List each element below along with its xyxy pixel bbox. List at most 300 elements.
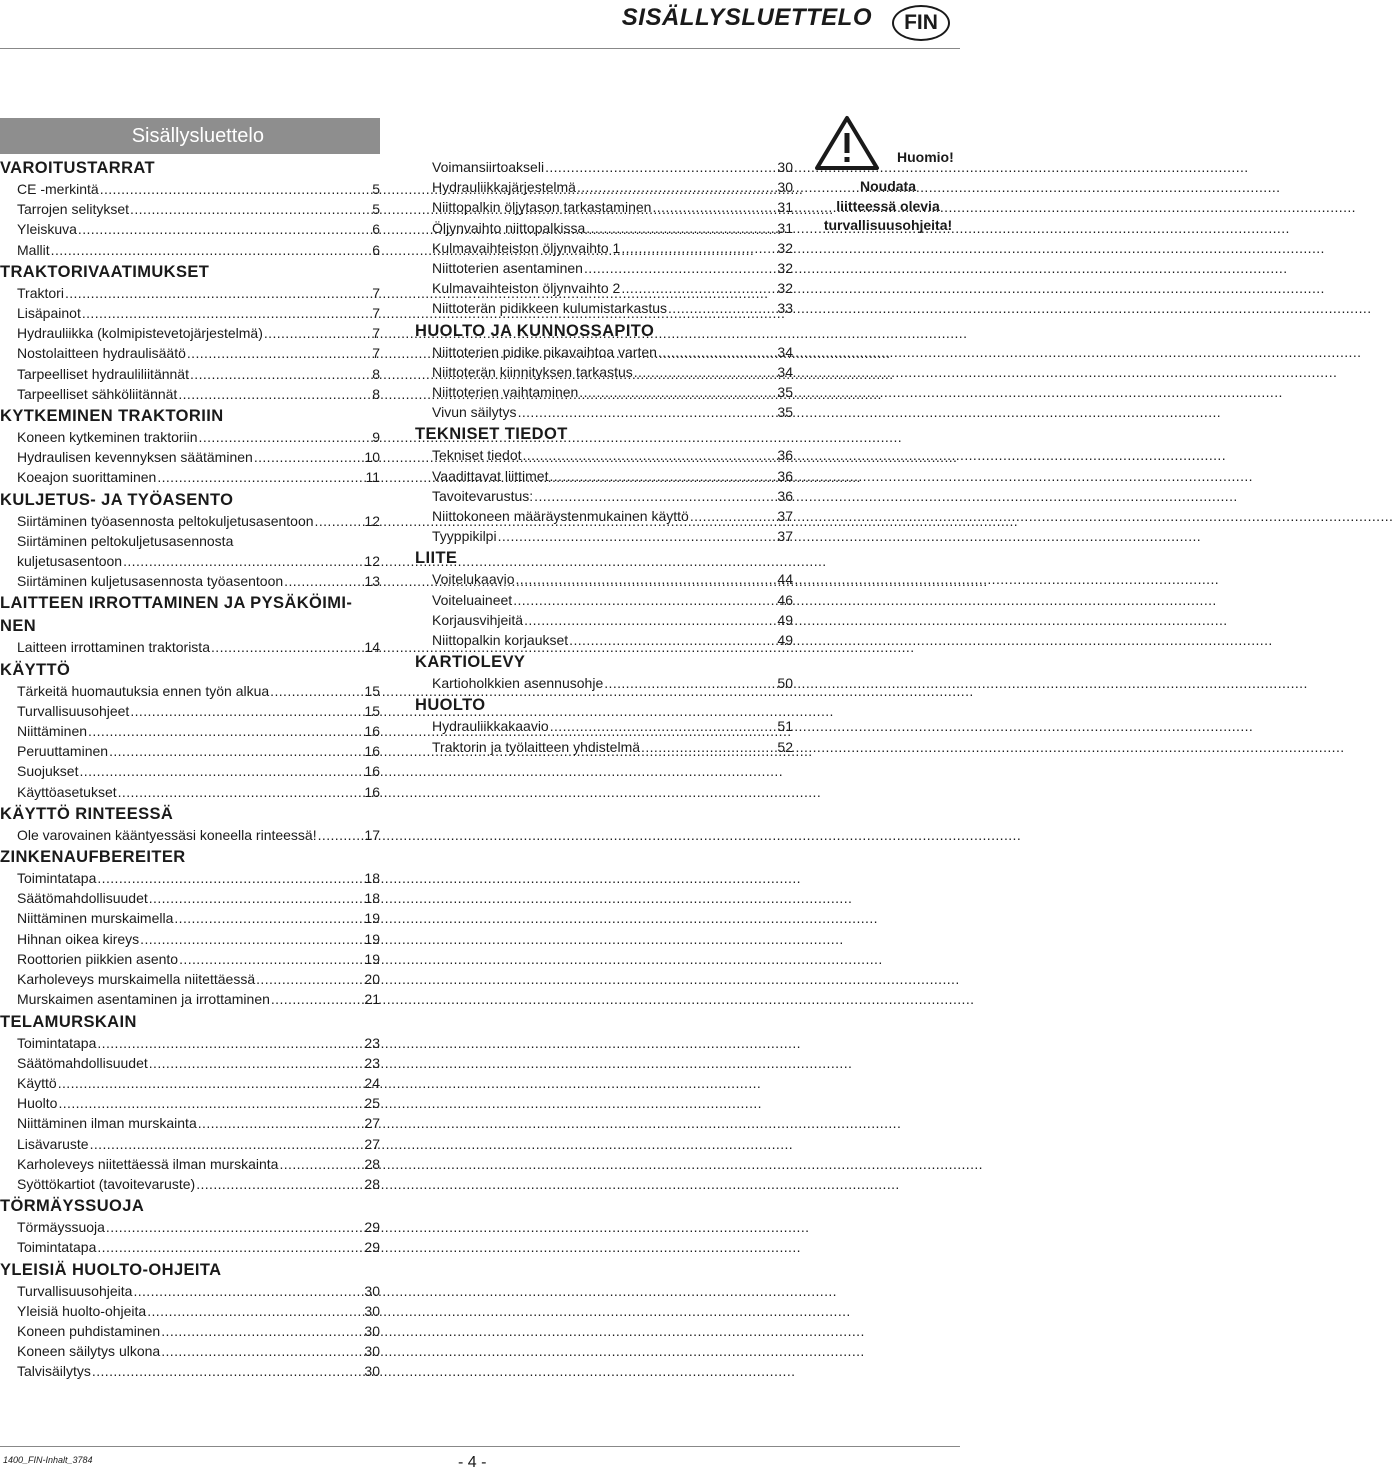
toc-entry-page: 27 — [364, 1115, 380, 1132]
toc-entry — [415, 466, 793, 486]
toc-entry-text: Voitelukaavio — [432, 571, 515, 588]
dot-leader — [79, 761, 363, 781]
toc-entry-text: Toimintatapa — [17, 1034, 97, 1051]
toc-entry — [415, 630, 793, 650]
dot-leader — [256, 969, 363, 989]
dot-leader — [318, 825, 364, 845]
toc-entry — [415, 737, 793, 757]
dot-leader — [109, 741, 363, 761]
dot-leader — [668, 298, 776, 318]
toc-entry — [0, 1033, 380, 1053]
toc-entry-text: Tarpeelliset sähköliitännät — [17, 385, 178, 402]
toc-left-column — [0, 118, 380, 1382]
dot-leader — [178, 384, 371, 404]
toc-entry-text: Tekniset tiedot — [432, 447, 522, 464]
toc-entry-page: 34 — [777, 363, 793, 380]
toc-entry — [0, 1073, 380, 1093]
toc-entry-page: 30 — [364, 1302, 380, 1319]
toc-entry-text: Niittäminen — [17, 723, 88, 740]
toc-entry — [415, 716, 793, 736]
dot-leader — [147, 1301, 363, 1321]
dot-leader — [133, 1281, 363, 1301]
toc-entry — [0, 571, 380, 591]
toc-entry — [0, 1321, 380, 1341]
toc-entry-text: Hydrauliikkajärjestelmä — [432, 179, 576, 196]
toc-entry-text: Hydrauliikkakaavio — [432, 718, 549, 735]
dot-leader — [199, 427, 372, 447]
footer-code: 1400_FIN-Inhalt_3784 — [3, 1455, 93, 1465]
toc-entry-text: Voimansiirtoakseli — [432, 159, 545, 175]
toc-entry-page: 23 — [364, 1054, 380, 1071]
toc-entry-page: 30 — [364, 1282, 380, 1299]
toc-entry-page: 6 — [372, 241, 380, 258]
toc-entry — [0, 949, 380, 969]
toc-entry — [415, 445, 793, 465]
toc-entry-text: Yleiskuva — [17, 221, 77, 238]
toc-entry — [415, 486, 793, 506]
toc-entry-text: Laitteen irrottaminen traktorista — [17, 639, 210, 656]
dot-leader — [118, 782, 364, 802]
dot-leader — [534, 486, 776, 506]
dot-leader — [100, 179, 372, 199]
toc-entry-page: 8 — [372, 365, 380, 382]
toc-entry — [415, 177, 793, 197]
toc-entry-text: Säätömahdollisuudet — [17, 1054, 148, 1071]
toc-entry-text: Nostolaitteen hydraulisäätö — [17, 345, 186, 362]
dot-leader — [58, 1093, 363, 1113]
toc-entry-page: 13 — [364, 573, 380, 590]
toc-entry — [0, 427, 380, 447]
toc-entry-page: 46 — [777, 591, 793, 608]
notice-line-3: turvallisuusohjeita! — [823, 217, 953, 233]
toc-entry — [415, 197, 793, 217]
toc-entry-text: Turvallisuusohjeita — [17, 1282, 133, 1299]
toc-entry — [0, 1361, 380, 1381]
toc-entry-text: Siirtäminen kuljetusasennosta työasentoon — [17, 573, 284, 590]
toc-entry — [0, 1301, 380, 1321]
toc-entry-page: 29 — [364, 1239, 380, 1256]
dot-leader — [88, 721, 363, 741]
toc-section-title: TEKNISET TIEDOT — [415, 425, 568, 444]
toc-entry-page: 19 — [364, 910, 380, 927]
toc-section-title: TÖRMÄYSSUOJA — [0, 1197, 145, 1216]
toc-entry — [0, 969, 380, 989]
toc-entry-page: 24 — [364, 1074, 380, 1091]
toc-entry-text: Säätömahdollisuudet — [17, 890, 148, 907]
toc-entry-page: 36 — [777, 467, 793, 484]
toc-entry — [0, 1174, 380, 1194]
toc-entry-page: 6 — [372, 221, 380, 238]
toc-entry-page: 30 — [364, 1343, 380, 1360]
toc-entry — [0, 1154, 380, 1174]
toc-entry-text: Niittäminen ilman murskainta — [17, 1115, 197, 1132]
language-badge: FIN — [892, 5, 950, 41]
toc-entry-text: Koneen puhdistaminen — [17, 1322, 161, 1339]
toc-entry-page: 12 — [364, 553, 380, 570]
toc-entry — [0, 825, 380, 845]
dot-leader — [516, 569, 777, 589]
toc-entry — [415, 342, 793, 362]
notice-title: Huomio! — [897, 149, 954, 165]
dot-leader — [498, 526, 777, 546]
toc-entry-page: 10 — [364, 449, 380, 466]
toc-entry-page: 35 — [777, 384, 793, 401]
dot-leader — [550, 716, 777, 736]
toc-entry-text: Vivun säilytys — [432, 404, 517, 421]
toc-entry-page: 16 — [364, 783, 380, 800]
toc-entry — [0, 1053, 380, 1073]
toc-section-title: TRAKTORIVAATIMUKSET — [0, 262, 210, 281]
toc-entry-text: Karholeveys murskaimella niitettäessä — [17, 971, 256, 988]
toc-entry — [0, 343, 380, 363]
toc-entry-text: Kulmavaihteiston öljynvaihto 1 — [432, 239, 621, 256]
dot-leader — [315, 511, 364, 531]
toc-entry-page: 16 — [364, 723, 380, 740]
toc-entry-text: Kulmavaihteiston öljynvaihto 2 — [432, 280, 621, 297]
toc-entry — [415, 298, 793, 318]
dot-leader — [92, 1361, 364, 1381]
toc-entry — [0, 219, 380, 239]
toc-entry-page: 30 — [364, 1363, 380, 1380]
toc-entry — [0, 1113, 380, 1133]
toc-entry — [0, 761, 380, 781]
toc-entry-page: 31 — [777, 219, 793, 236]
toc-entry — [0, 1341, 380, 1361]
toc-entry-text: Traktorin ja työlaitteen yhdistelmä — [432, 738, 641, 755]
dot-leader — [161, 1321, 363, 1341]
toc-entry-text: Käyttöasetukset — [17, 783, 117, 800]
toc-entry — [0, 681, 380, 701]
toc-entry-text: Turvallisuusohjeet — [17, 702, 130, 719]
toc-section-title: KARTIOLEVY — [415, 653, 526, 672]
toc-middle-list — [415, 157, 793, 757]
toc-entry-text: Niittoterien vaihtaminen — [432, 384, 579, 401]
toc-entry — [415, 673, 793, 693]
toc-entry-text: Huolto — [17, 1095, 58, 1112]
toc-entry-text: Niittäminen murskaimella — [17, 910, 174, 927]
toc-entry-page: 7 — [372, 305, 380, 322]
toc-entry-page: 5 — [372, 181, 380, 197]
toc-entry — [0, 782, 380, 802]
toc-entry-text: Talvisäilytys — [17, 1363, 91, 1380]
dot-leader — [584, 258, 776, 278]
toc-entry-page: 31 — [777, 199, 793, 216]
toc-entry-page: 32 — [777, 239, 793, 256]
toc-entry — [415, 569, 793, 589]
dot-leader — [106, 1217, 364, 1237]
dot-leader — [579, 382, 776, 402]
toc-entry-page: 11 — [365, 469, 380, 486]
toc-entry-text: Niittopalkin korjaukset — [432, 632, 569, 649]
toc-entry — [0, 447, 380, 467]
toc-entry — [0, 467, 380, 487]
toc-entry — [415, 218, 793, 238]
dot-leader — [97, 868, 363, 888]
toc-entry-text: Murskaimen asentaminen ja irrottaminen — [17, 991, 270, 1008]
toc-entry — [415, 610, 793, 630]
dot-leader — [621, 238, 776, 258]
toc-entry — [0, 1093, 380, 1113]
dot-leader — [174, 908, 363, 928]
toc-entry-page: 37 — [777, 528, 793, 545]
toc-entry-text: Niittoterien asentaminen — [432, 260, 583, 277]
toc-entry-page: 37 — [777, 508, 793, 525]
toc-entry-text: Lisäpainot — [17, 305, 81, 322]
toc-entry-text: Roottorien piikkien asento — [17, 950, 179, 967]
toc-entry-page: 7 — [372, 284, 380, 301]
toc-entry-text: Yleisiä huolto-ohjeita — [17, 1302, 147, 1319]
dot-leader — [254, 447, 364, 467]
toc-entry-text: Voiteluaineet — [432, 591, 513, 608]
toc-entry-text: Öljynvaihto niittopalkissa — [432, 219, 586, 236]
toc-entry-page: 30 — [777, 159, 793, 175]
dot-leader — [586, 218, 776, 238]
dot-leader — [82, 303, 371, 323]
dot-leader — [190, 364, 371, 384]
toc-entry — [415, 258, 793, 278]
toc-entry-page: 19 — [364, 930, 380, 947]
toc-entry-page: 20 — [364, 971, 380, 988]
toc-entry-text: Koeajon suorittaminen — [17, 469, 157, 486]
toc-entry-page: 18 — [364, 870, 380, 887]
dot-leader — [634, 362, 777, 382]
dot-leader — [279, 1154, 363, 1174]
dot-leader — [284, 571, 363, 591]
toc-entry — [415, 526, 793, 546]
dot-leader — [157, 467, 364, 487]
dot-leader — [577, 177, 776, 197]
toc-entry — [0, 701, 380, 721]
toc-entry-page: 28 — [364, 1155, 380, 1172]
toc-entry — [0, 283, 380, 303]
dot-leader — [130, 701, 363, 721]
notice-text — [816, 177, 960, 236]
toc-entry — [0, 240, 380, 260]
toc-entry-page: 30 — [777, 179, 793, 196]
toc-entry — [415, 382, 793, 402]
toc-entry-page: 36 — [777, 487, 793, 504]
toc-entry-page: 51 — [777, 718, 793, 735]
toc-entry-text: Siirtäminen työasennosta peltokuljetusasentoon — [17, 512, 314, 529]
toc-entry — [415, 506, 793, 526]
toc-entry-page: 32 — [777, 280, 793, 297]
toc-entry — [0, 1237, 380, 1257]
toc-entry-text: Niittoterien pidike pikavaihtoa varten — [432, 343, 657, 360]
warning-triangle-icon — [814, 115, 880, 171]
dot-leader — [518, 402, 777, 422]
dot-leader — [97, 1033, 363, 1053]
toc-entry-text: kuljetusasentoon — [17, 553, 123, 570]
dot-leader — [196, 1174, 363, 1194]
toc-entry-page: 8 — [372, 385, 380, 402]
toc-entry — [415, 157, 793, 177]
toc-entry — [0, 868, 380, 888]
toc-entry — [0, 179, 380, 199]
dot-leader — [270, 681, 363, 701]
dot-leader — [97, 1237, 363, 1257]
toc-entry — [0, 929, 380, 949]
toc-entry-text: Niittoterän kiinnityksen tarkastus — [432, 363, 633, 380]
toc-entry — [0, 741, 380, 761]
toc-section-title: KYTKEMINEN TRAKTORIIN — [0, 407, 224, 426]
toc-entry — [0, 1281, 380, 1301]
dot-leader — [187, 343, 371, 363]
dot-leader — [90, 1134, 364, 1154]
dot-leader — [549, 466, 776, 486]
dot-leader — [690, 506, 777, 526]
toc-entry-text: Niittopalkin öljytason tarkastaminen — [432, 199, 652, 216]
toc-entry-text: Ole varovainen kääntyessäsi koneella rinteessä! — [17, 826, 317, 843]
toc-entry-page: 32 — [777, 260, 793, 277]
toc-entry-text: Toimintatapa — [17, 870, 97, 887]
toc-section-title: HUOLTO JA KUNNOSSAPITO — [415, 321, 655, 340]
dot-leader — [569, 630, 776, 650]
toc-entry-text: Vaadittavat liittimet — [432, 467, 549, 484]
toc-entry-page: 36 — [777, 447, 793, 464]
dot-leader — [123, 551, 363, 571]
toc-entry — [415, 238, 793, 258]
notice-line-2: liitteessä olevia — [836, 197, 940, 214]
toc-entry-text: Koneen säilytys ulkona — [17, 1343, 161, 1360]
toc-entry-page: 5 — [372, 201, 380, 218]
toc-entry-text: Tavoitevarustus: — [432, 487, 534, 504]
toc-section-title: KULJETUS- JA TYÖASENTO — [0, 490, 234, 509]
toc-entry-page: 33 — [777, 300, 793, 317]
header-divider — [0, 48, 960, 49]
dot-leader — [652, 197, 776, 217]
toc-entry-page: 44 — [777, 571, 793, 588]
dot-leader — [524, 610, 776, 630]
dot-leader — [130, 199, 371, 219]
toc-entry-page: 29 — [364, 1219, 380, 1236]
toc-entry-page: 49 — [777, 611, 793, 628]
toc-section-title: YLEISIÄ HUOLTO-OHJEITA — [0, 1260, 222, 1279]
dot-leader — [78, 219, 371, 239]
dot-leader — [51, 240, 372, 260]
page-title: SISÄLLYSLUETTELO — [621, 4, 872, 31]
footer-divider — [0, 1446, 960, 1447]
toc-entry — [0, 721, 380, 741]
toc-entry-page: 12 — [364, 512, 380, 529]
toc-entry — [415, 590, 793, 610]
toc-middle-column — [415, 157, 793, 757]
toc-entry-page: 7 — [372, 345, 380, 362]
toc-entry-text: Niittoterän pidikkeen kulumistarkastus — [432, 300, 667, 317]
dot-leader — [58, 1073, 364, 1093]
dot-leader — [149, 888, 364, 908]
toc-entry — [0, 888, 380, 908]
toc-entry-page: 49 — [777, 632, 793, 649]
toc-section-title: LIITE — [415, 549, 458, 568]
dot-leader — [658, 342, 777, 362]
dot-leader — [513, 590, 776, 610]
toc-entry — [0, 637, 380, 657]
toc-section-title: KÄYTTÖ — [0, 660, 71, 679]
toc-entry-page: 9 — [372, 429, 380, 446]
toc-entry — [415, 278, 793, 298]
toc-entry-page: 52 — [777, 738, 793, 755]
dot-leader — [65, 283, 371, 303]
toc-entry-page: 23 — [364, 1034, 380, 1051]
toc-entry-text: Törmäyssuoja — [17, 1219, 105, 1236]
toc-entry-text: Karholeveys niitettäessä ilman murskainta — [17, 1155, 279, 1172]
toc-section-title-continued: NEN — [0, 617, 37, 636]
toc-section-title: HUOLTO — [415, 696, 486, 715]
toc-section-title: ZINKENAUFBEREITER — [0, 848, 186, 867]
toc-section-title: KÄYTTÖ RINTEESSÄ — [0, 804, 174, 823]
toc-entry — [0, 551, 380, 571]
toc-entry-page: 21 — [364, 991, 380, 1008]
toc-entry — [0, 1134, 380, 1154]
toc-entry-text: Kartioholkkien asennusohje — [432, 675, 604, 692]
dot-leader — [641, 737, 776, 757]
toc-entry-page: 14 — [364, 639, 380, 656]
toc-entry-text: Hydraulisen kevennyksen säätäminen — [17, 449, 253, 466]
toc-heading: Sisällysluettelo — [0, 118, 380, 154]
toc-entry-text: Käyttö — [17, 1074, 57, 1091]
dot-leader — [161, 1341, 363, 1361]
dot-leader — [545, 157, 776, 177]
toc-entry — [0, 908, 380, 928]
dot-leader — [198, 1113, 364, 1133]
toc-left-list — [0, 158, 380, 1382]
dot-leader — [179, 949, 363, 969]
toc-entry — [0, 1217, 380, 1237]
dot-leader — [604, 673, 776, 693]
toc-entry-page: 18 — [364, 890, 380, 907]
toc-entry-text: CE -merkintä — [17, 181, 99, 197]
toc-entry-page: 35 — [777, 404, 793, 421]
toc-entry-text: Niittokoneen määräystenmukainen käyttö — [432, 508, 689, 525]
toc-entry-text: Toimintatapa — [17, 1239, 97, 1256]
toc-entry — [0, 989, 380, 1009]
dot-leader — [523, 445, 777, 465]
toc-section-title: TELAMURSKAIN — [0, 1012, 137, 1031]
toc-entry-text: Koneen kytkeminen traktoriin — [17, 429, 198, 446]
toc-entry-text: Traktori — [17, 284, 64, 301]
toc-entry — [0, 303, 380, 323]
toc-entry-text: Tarpeelliset hydrauliliitännät — [17, 365, 189, 382]
toc-entry — [0, 323, 380, 343]
dot-leader — [140, 929, 363, 949]
toc-entry-text: Suojukset — [17, 763, 79, 780]
toc-entry-page: 27 — [364, 1135, 380, 1152]
toc-entry-page: 15 — [364, 682, 380, 699]
page-number: - 4 - — [458, 1454, 487, 1471]
toc-entry-page: 28 — [364, 1175, 380, 1192]
dot-leader — [211, 637, 363, 657]
dot-leader — [149, 1053, 364, 1073]
dot-leader — [264, 323, 371, 343]
toc-entry-page: 15 — [364, 702, 380, 719]
toc-entry-text: Hydrauliikka (kolmipistevetojärjestelmä) — [17, 325, 263, 342]
toc-entry-page: 16 — [364, 763, 380, 780]
toc-entry: Siirtäminen peltokuljetusasennosta — [17, 532, 234, 549]
toc-section-title: LAITTEEN IRROTTAMINEN JA PYSÄKÖIMI- — [0, 594, 353, 613]
notice-line-1: Noudata — [860, 178, 916, 194]
toc-entry — [415, 362, 793, 382]
toc-entry — [0, 199, 380, 219]
toc-entry-page: 7 — [372, 325, 380, 342]
toc-section-title: VAROITUSTARRAT — [0, 159, 156, 177]
toc-entry-text: Peruuttaminen — [17, 743, 109, 760]
toc-entry-page: 17 — [364, 826, 380, 843]
toc-entry-text: Tyyppikilpi — [432, 528, 497, 545]
toc-entry-text: Korjausvihjeitä — [432, 611, 524, 628]
dot-leader — [271, 989, 364, 1009]
toc-entry-page: 50 — [777, 675, 793, 692]
toc-entry — [415, 402, 793, 422]
